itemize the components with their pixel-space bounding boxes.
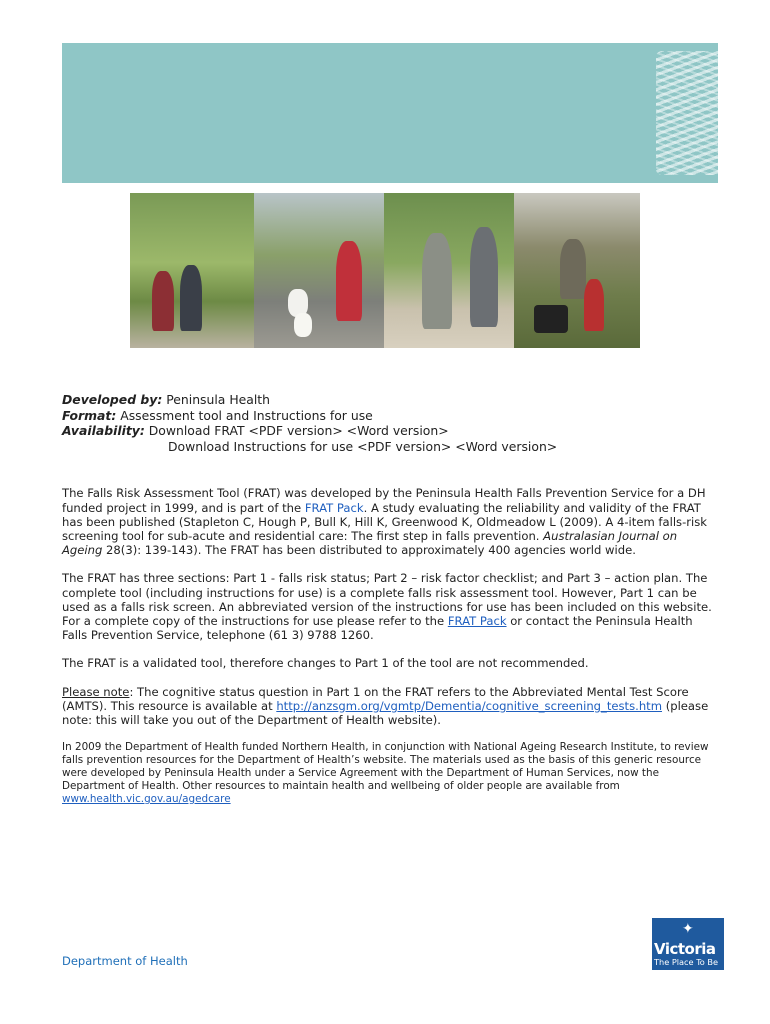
photo-woman-with-dog [254,193,384,348]
agedcare-url-link[interactable]: www.health.vic.gov.au/agedcare [62,793,231,806]
paragraph-text: The Falls Risk Assessment Tool (FRAT) was developed by the Peninsula Health Falls Prevention Service for a DH funded project in 1999, and is part of the [62,486,706,515]
availability-value-2: Download Instructions for use <PDF version> <Word version> [168,438,558,454]
photo-men-playing-bocce [384,193,514,348]
availability-label: Availability: [62,423,145,439]
paragraph-text: (please note: this will take you out of the Department of Health website). [62,698,709,728]
availability-line-2 [62,439,712,455]
developed-by-value: Peninsula Health [166,392,271,407]
paragraph-text: : The cognitive status question in Part 1 on the FRAT refers to the Abbreviated Mental Test Score (AMTS). This resource is available at [62,684,689,713]
amts-url-link[interactable]: http://anzsgm.org/vgmtp/Dementia/cognitive_screening_tests.htm [276,698,663,713]
paragraph-text: In 2009 the Department of Health funded Northern Health, in conjunction with National Ageing Research Institute, to review falls prevention resources for the Department of Health’s website. The materials used as the basis of this generic resource were developed by Peninsula Health under a Service Agreement with the Department of Human Services, now the Department of Health. Other resources to maintain health and wellbeing of older people are available from [62,741,709,793]
frat-pack-link[interactable]: FRAT Pack [304,500,364,515]
format-value: Assessment tool and Instructions for use [120,407,373,423]
developed-by-line [62,392,712,408]
paragraph-validated: The FRAT is a validated tool, therefore changes to Part 1 of the tool are not recommended. [62,656,589,671]
photo-couple-walking [130,193,254,348]
victoria-logo-tagline: The Place To Be [654,957,719,967]
please-note-label: Please note [62,684,130,699]
department-of-health-label: Department of Health [62,954,188,968]
victoria-star-icon: ✦ [682,921,694,937]
paragraph-funding [62,741,712,806]
paragraph-text: The FRAT has three sections: Part 1 - falls risk status; Part 2 – risk factor checklist; and Part 3 – action plan. The complete tool (including instructions for use) is a complete falls risk assessment tool. However, Part 1 can be used as a falls risk screen. An abbreviated version of the instructions for use has been included on this website. For a complete copy of the instructions for use please refer to the [62,571,712,628]
photo-strip [130,193,640,348]
frat-pack-link-2[interactable]: FRAT Pack [447,614,507,628]
paragraph-intro [62,486,712,557]
availability-value: Download FRAT <PDF version> <Word version> [148,423,449,439]
paragraph-note [62,685,712,728]
metadata-block [62,392,712,454]
victoria-logo-name: Victoria [654,940,716,958]
victoria-logo [652,918,724,970]
developed-by-label: Developed by: [62,392,163,407]
format-line [62,408,712,424]
banner-pattern [656,51,718,175]
paragraph-text: . A study evaluating the reliability and validity of the FRAT has been published (Stapleton C, Hough P, Bull K, Hill K, Greenwood K, Oldmeadow L (2009). A 4-item falls-risk screening tool for sub-acute and residential care: The first step in falls prevention. [62,500,708,543]
journal-title: Australasian Journal on Ageing [62,528,678,558]
paragraph-text: or contact the Peninsula Health Falls Prevention Service, telephone (61 3) 9788 1260. [62,614,693,643]
availability-line [62,423,712,439]
photo-gardening [514,193,640,348]
paragraph-sections [62,571,712,642]
format-label: Format: [62,407,117,423]
paragraph-text: 28(3): 139-143). The FRAT has been distributed to approximately 400 agencies world wide. [102,543,636,558]
document-body [62,392,712,820]
header-banner [62,43,718,183]
